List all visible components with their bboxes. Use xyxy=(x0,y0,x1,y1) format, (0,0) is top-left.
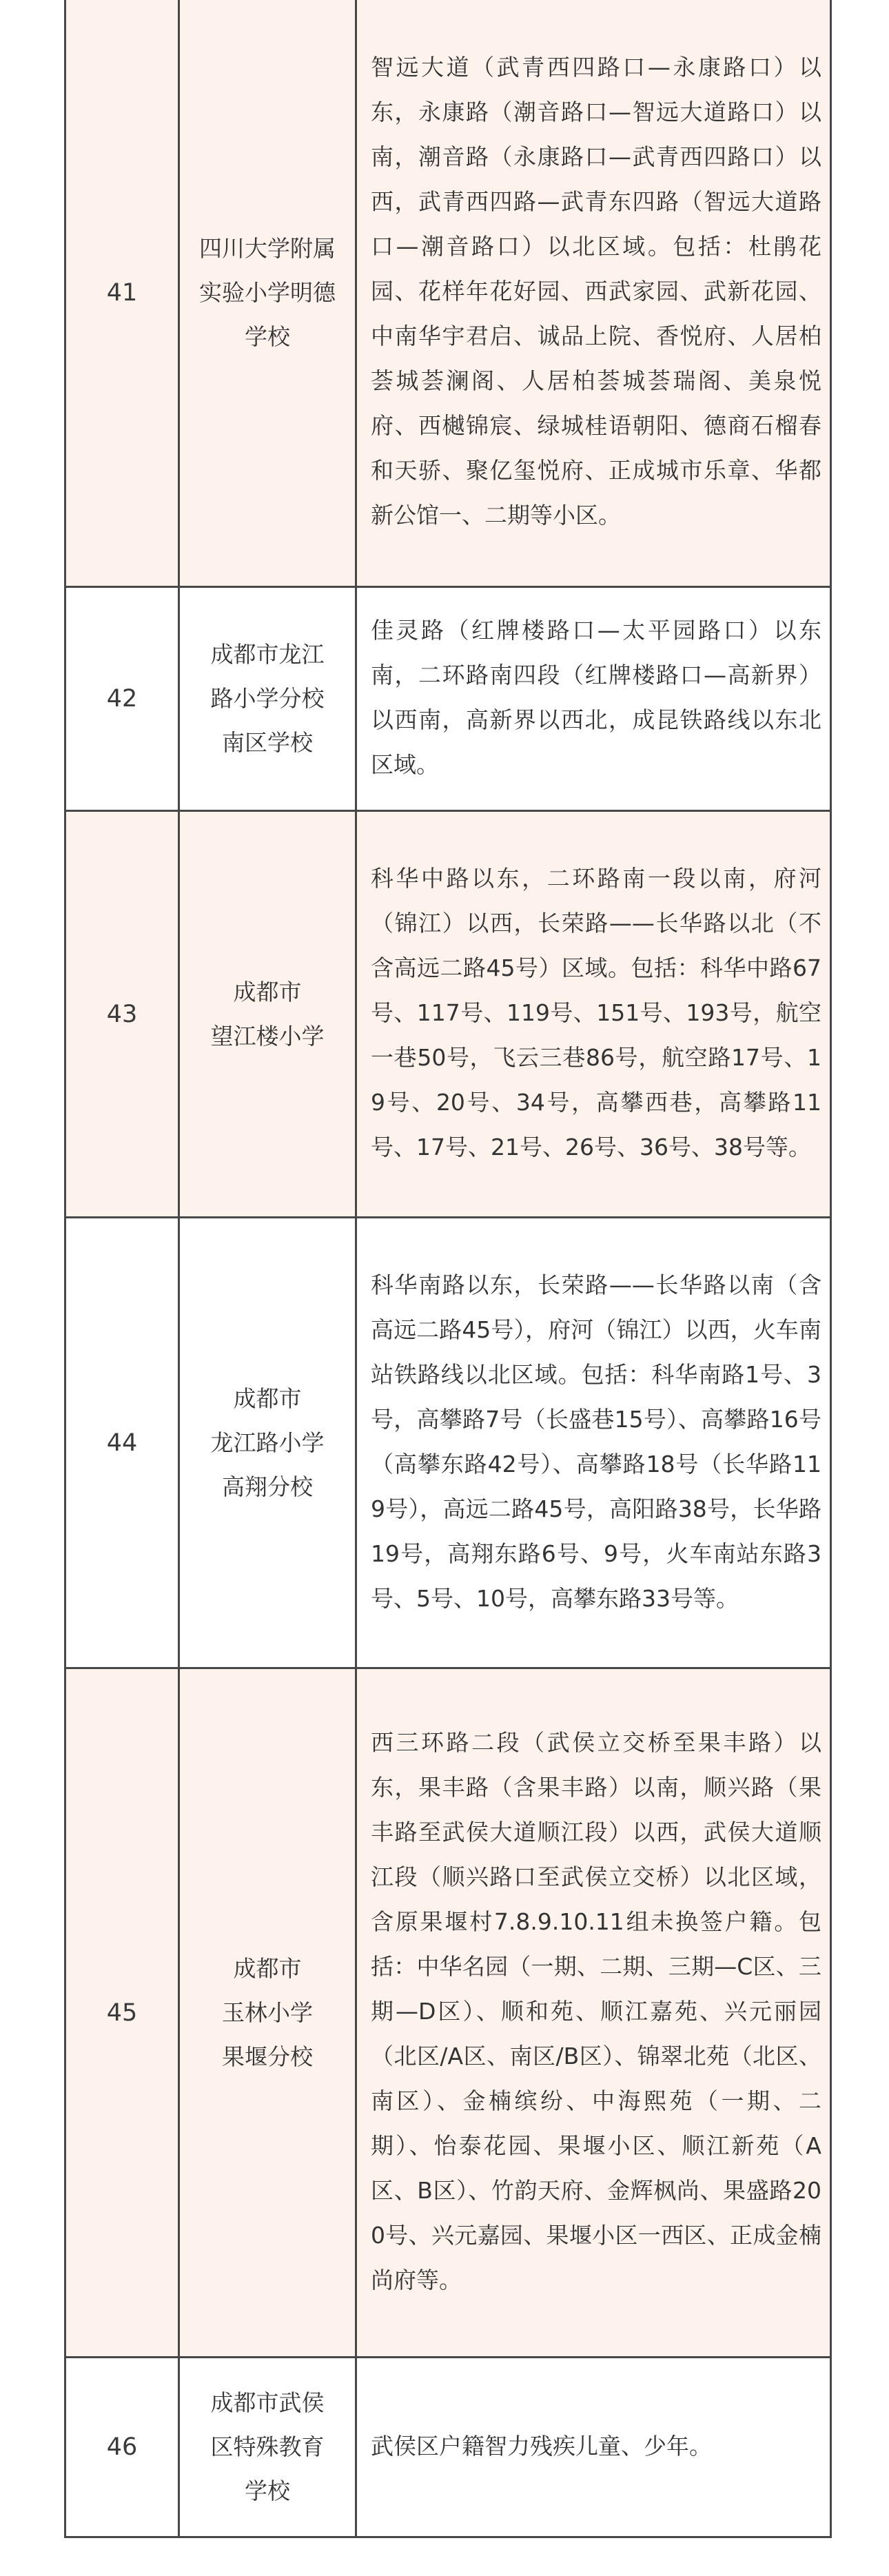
row-number: 41 xyxy=(65,0,179,587)
school-name xyxy=(179,0,356,587)
row-number: 44 xyxy=(65,1218,179,1668)
school-name-line: 四川大学附属 xyxy=(199,234,336,262)
school-name xyxy=(179,2358,356,2537)
school-district-table-container xyxy=(64,0,830,2538)
table-row xyxy=(65,0,831,587)
school-name xyxy=(179,1668,356,2358)
district-area: 智远大道（武青西四路口—永康路口）以东，永康路（潮音路口—智远大道路口）以南，潮音路（永康路口—武青西四路口）以西，武青西四路—武青东四路（智远大道路口—潮音路口）以北区域。包括：杜鹃花园、花样年花好园、西武家园、武新花园、中南华宇君启、诚品上院、香悦府、人居柏荟城荟澜阁、人居柏荟城荟瑞阁、美泉悦府、西樾锦宸、绿城桂语朝阳、德商石榴春和天骄、聚亿玺悦府、正成城市乐章、华都新公馆一、二期等小区。 xyxy=(356,0,831,587)
district-area: 佳灵路（红牌楼路口—太平园路口）以东南，二环路南四段（红牌楼路口—高新界）以西南，高新界以西北，成昆铁路线以东北区域。 xyxy=(356,587,831,811)
row-number: 42 xyxy=(65,587,179,811)
table-row xyxy=(65,1668,831,2358)
school-name-line: 望江楼小学 xyxy=(210,1022,325,1050)
table-row xyxy=(65,2358,831,2537)
school-district-table xyxy=(64,0,832,2538)
table-row xyxy=(65,1218,831,1668)
row-number: 46 xyxy=(65,2358,179,2537)
table-row xyxy=(65,587,831,811)
school-name-line: 实验小学明德 xyxy=(199,278,336,306)
school-name-line: 高翔分校 xyxy=(222,1473,313,1500)
school-name-line: 路小学分校 xyxy=(210,685,325,712)
school-name-line: 区特殊教育 xyxy=(210,2433,325,2460)
school-name-line: 龙江路小学 xyxy=(210,1429,325,1456)
school-name xyxy=(179,1218,356,1668)
school-name-line: 成都市龙江 xyxy=(210,641,325,668)
school-name-line: 成都市 xyxy=(233,1954,302,1982)
school-name xyxy=(179,811,356,1218)
school-name-line: 学校 xyxy=(245,323,290,350)
district-area: 武侯区户籍智力残疾儿童、少年。 xyxy=(356,2358,831,2537)
school-name-line: 成都市 xyxy=(233,978,302,1005)
school-name-line: 玉林小学 xyxy=(222,1999,313,2026)
row-number: 45 xyxy=(65,1668,179,2358)
school-name-line: 学校 xyxy=(245,2477,290,2504)
school-name-line: 南区学校 xyxy=(222,729,313,756)
table-row xyxy=(65,811,831,1218)
school-name-line: 成都市武侯 xyxy=(210,2389,325,2416)
district-area: 科华南路以东，长荣路——长华路以南（含高远二路45号），府河（锦江）以西，火车南站铁路线以北区域。包括：科华南路1号、3号，高攀路7号（长盛巷15号）、高攀路16号（高攀东路42号）、高攀路18号（长华路119号），高远二路45号，高阳路38号，长华路19号，高翔东路6号、9号，火车南站东路3号、5号、10号，高攀东路33号等。 xyxy=(356,1218,831,1668)
district-area: 科华中路以东，二环路南一段以南，府河（锦江）以西，长荣路——长华路以北（不含高远二路45号）区域。包括：科华中路67号、117号、119号、151号、193号，航空一巷50号，飞云三巷86号，航空路17号、19号、20号、34号，高攀西巷，高攀路11号、17号、21号、26号、36号、38号等。 xyxy=(356,811,831,1218)
school-name-line: 果堰分校 xyxy=(222,2043,313,2070)
school-name xyxy=(179,587,356,811)
district-area: 西三环路二段（武侯立交桥至果丰路）以东，果丰路（含果丰路）以南，顺兴路（果丰路至武侯大道顺江段）以西，武侯大道顺江段（顺兴路口至武侯立交桥）以北区域，含原果堰村7.8.9.10.11组未换签户籍。包括：中华名园（一期、二期、三期—C区、三期—D区）、顺和苑、顺江嘉苑、兴元丽园（北区/A区、南区/B区）、锦翠北苑（北区、南区）、金楠缤纷、中海熙苑（一期、二期）、怡泰花园、果堰小区、顺江新苑（A区、B区）、竹韵天府、金辉枫尚、果盛路200号、兴元嘉园、果堰小区一西区、正成金楠尚府等。 xyxy=(356,1668,831,2358)
row-number: 43 xyxy=(65,811,179,1218)
school-name-line: 成都市 xyxy=(233,1384,302,1412)
